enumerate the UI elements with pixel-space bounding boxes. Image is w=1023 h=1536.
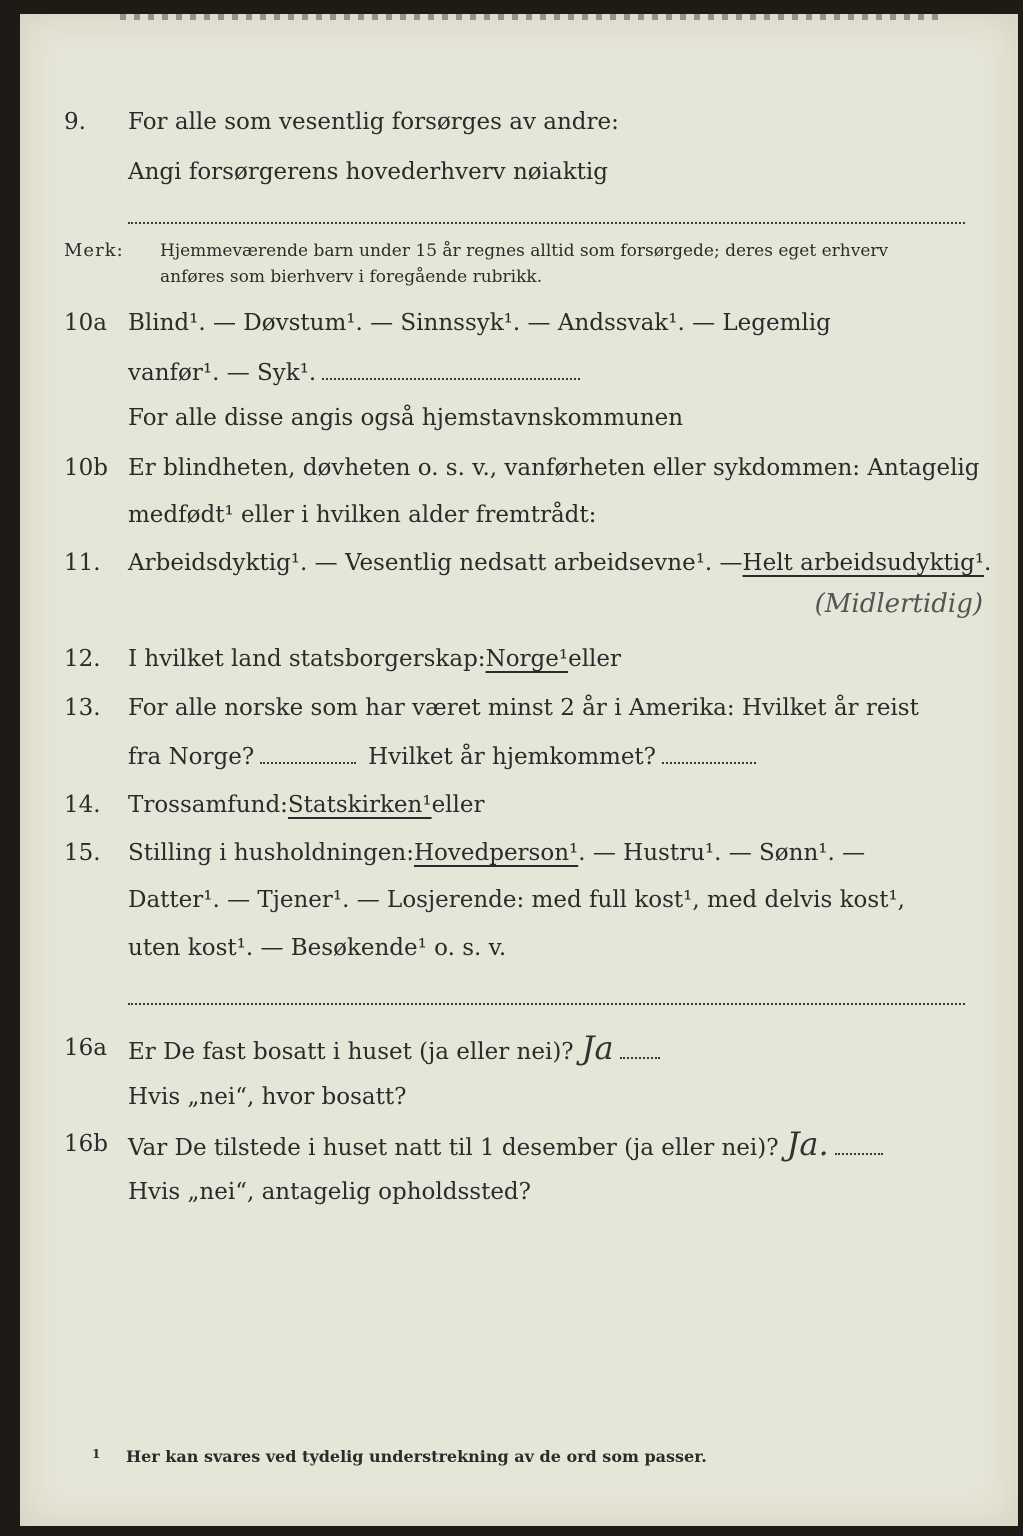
answer-field-reist[interactable]: [260, 761, 356, 764]
answer-field-hjemkommet[interactable]: [662, 761, 756, 764]
question-text-end: eller: [431, 792, 485, 818]
question-11-line2: [0, 590, 1023, 630]
answer-field[interactable]: [835, 1152, 883, 1155]
question-number: 9.: [64, 109, 86, 135]
question-text: I hvilket land statsborgerskap:: [128, 646, 486, 672]
question-number: 15.: [64, 840, 101, 866]
underlined-answer: Norge¹: [485, 646, 569, 672]
question-text: For alle disse angis også hjemstavnskommunen: [128, 405, 684, 431]
question-15-line2: [0, 880, 1023, 920]
question-text: Blind¹. — Døvstum¹. — Sinnssyk¹. — Andssvak¹. — Legemlig: [128, 310, 831, 336]
question-14: [0, 785, 1023, 825]
question-10a-line2: [0, 353, 1023, 393]
question-number: 10b: [64, 455, 108, 481]
question-number: 16b: [64, 1131, 108, 1157]
footnote-text: Her kan svares ved tydelig understrekning av de ord som passer.: [126, 1447, 707, 1466]
question-12: [0, 639, 1023, 679]
handwritten-answer: Ja: [581, 1029, 614, 1067]
question-10b: [0, 448, 1023, 488]
question-text: Er blindheten, døvheten o. s. v., vanførheten eller sykdommen: Antagelig: [128, 455, 980, 481]
question-16b: [0, 1124, 1023, 1164]
blank-answer-line[interactable]: [128, 1003, 965, 1005]
note-merk: [0, 238, 1023, 290]
question-text: Var De tilstede i huset natt til 1 desember (ja eller nei)?: [128, 1135, 779, 1161]
question-16a: [0, 1028, 1023, 1068]
question-text: medfødt¹ eller i hvilken alder fremtrådt:: [128, 502, 597, 528]
question-10b-line2: [0, 495, 1023, 535]
question-text: Arbeidsdyktig¹. — Vesentlig nedsatt arbeidsevne¹. —: [128, 550, 743, 576]
underlined-answer: Helt arbeidsudyktig¹: [742, 550, 985, 576]
question-text: Hvis „nei“, hvor bosatt?: [128, 1084, 407, 1110]
question-text: Datter¹. — Tjener¹. — Losjerende: med full kost¹, med delvis kost¹,: [128, 887, 905, 913]
handwritten-answer: Ja.: [786, 1125, 829, 1163]
question-number: 11.: [64, 550, 101, 576]
question-text-end: eller: [568, 646, 622, 672]
question-text-end: .: [984, 550, 992, 576]
question-text: Hvilket år hjemkommet?: [368, 744, 657, 770]
top-edge-marks: [120, 14, 940, 20]
question-10a: [0, 303, 1023, 343]
question-9: [0, 102, 1023, 142]
question-text: Stilling i husholdningen:: [128, 840, 414, 866]
note-label: Merk:: [64, 240, 124, 261]
question-number: 16a: [64, 1035, 107, 1061]
underlined-answer: Hovedperson¹: [413, 840, 579, 866]
question-number: 12.: [64, 646, 101, 672]
question-11: [0, 543, 1023, 583]
question-9-line2: [0, 152, 1023, 192]
question-13-line2: [0, 737, 1023, 777]
question-text: Er De fast bosatt i huset (ja eller nei)?: [128, 1039, 574, 1065]
question-text: uten kost¹. — Besøkende¹ o. s. v.: [128, 935, 507, 961]
question-13: [0, 688, 1023, 728]
question-16a-line2: [0, 1077, 1023, 1117]
underlined-answer: Statskirken¹: [287, 792, 432, 818]
question-16b-line2: [0, 1172, 1023, 1212]
blank-answer-line[interactable]: [128, 222, 965, 224]
question-text: Trossamfund:: [128, 792, 288, 818]
question-15-line3: [0, 928, 1023, 968]
question-text: vanfør¹. — Syk¹.: [128, 360, 317, 386]
answer-field[interactable]: [620, 1056, 660, 1059]
question-text: For alle norske som har været minst 2 år i Amerika: Hvilket år reist: [128, 695, 919, 721]
question-text: For alle som vesentlig forsørges av andre:: [128, 109, 619, 135]
footnote-number: 1: [92, 1447, 101, 1461]
question-number: 10a: [64, 310, 107, 336]
question-15: [0, 833, 1023, 873]
question-text-end: . — Hustru¹. — Sønn¹. —: [578, 840, 866, 866]
question-number: 14.: [64, 792, 101, 818]
handwritten-answer: (Midlertidig): [814, 589, 983, 619]
answer-field[interactable]: [322, 377, 580, 380]
question-text: Angi forsørgerens hovederhverv nøiaktig: [128, 159, 608, 185]
note-text-line1: Hjemmeværende barn under 15 år regnes alltid som forsørgede; deres eget erhverv: [160, 241, 889, 261]
question-10a-line3: [0, 398, 1023, 438]
question-text: fra Norge?: [128, 744, 255, 770]
question-text: Hvis „nei“, antagelig opholdssted?: [128, 1179, 531, 1205]
note-text-line2: anføres som bierhverv i foregående rubrikk.: [160, 267, 543, 287]
question-number: 13.: [64, 695, 101, 721]
